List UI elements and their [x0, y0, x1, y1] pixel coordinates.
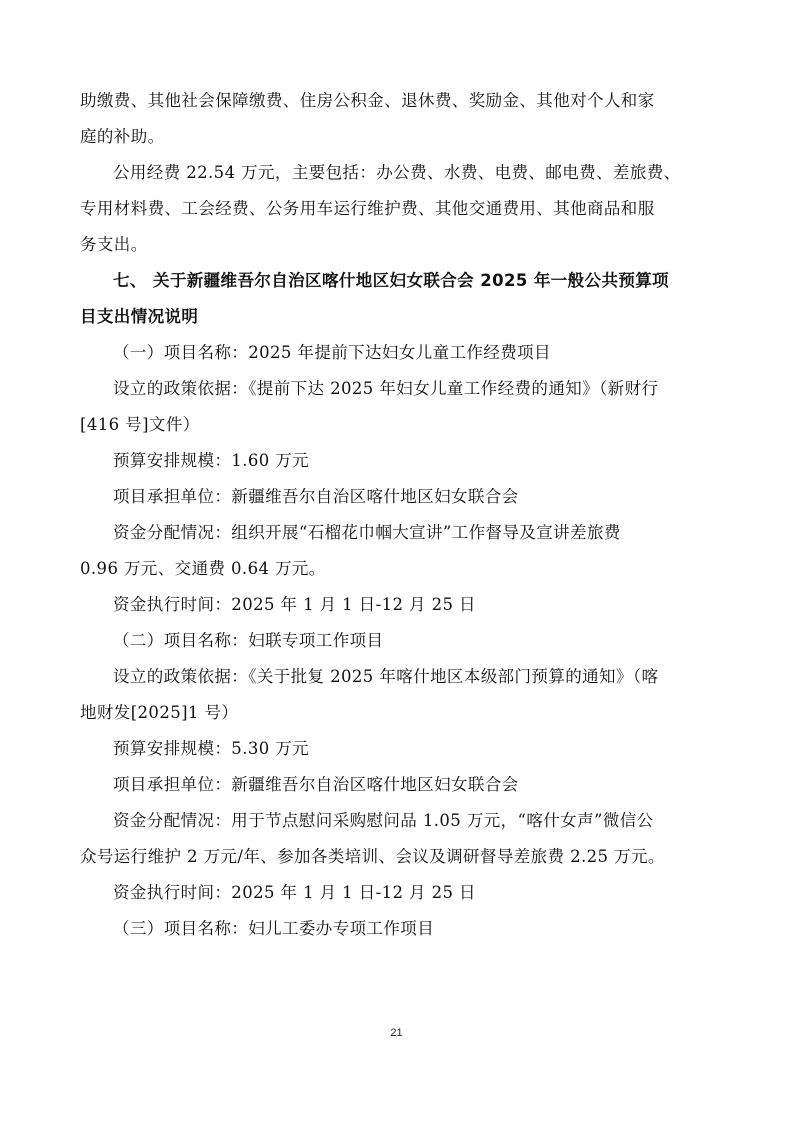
text-line: 设立的政策依据：《关于批复 2025 年喀什地区本级部门预算的通知》（喀 [113, 667, 659, 686]
text-line: 项目承担单位：新疆维吾尔自治区喀什地区妇女联合会 [113, 775, 519, 794]
text-line: 资金分配情况：组织开展“石榴花巾帼大宣讲”工作督导及宣讲差旅费 [113, 523, 621, 542]
text-line: [416 号]文件） [80, 415, 200, 434]
text-line: 地财发[2025]1 号） [80, 703, 239, 722]
text-line: 务支出。 [80, 235, 148, 254]
text-line: 公用经费 22.54 万元，主要包括：办公费、水费、电费、邮电费、差旅费、 [113, 163, 681, 182]
text-line: 设立的政策依据：《提前下达 2025 年妇女儿童工作经费的通知》（新财行 [113, 379, 659, 398]
text-line: 专用材料费、工会经费、公务用车运行维护费、其他交通费用、其他商品和服 [80, 199, 655, 218]
text-line: 0.96 万元、交通费 0.64 万元。 [80, 559, 326, 578]
text-line: 资金执行时间：2025 年 1 月 1 日-12 月 25 日 [113, 883, 476, 902]
text-line: 预算安排规模：5.30 万元 [113, 739, 310, 758]
project-title: （二）项目名称：妇联专项工作项目 [113, 631, 384, 650]
text-line: 项目承担单位：新疆维吾尔自治区喀什地区妇女联合会 [113, 487, 519, 506]
text-line: 资金执行时间：2025 年 1 月 1 日-12 月 25 日 [113, 595, 476, 614]
project-title: （三）项目名称：妇儿工委办专项工作项目 [113, 919, 435, 938]
text-line: 助缴费、其他社会保障缴费、住房公积金、退休费、奖励金、其他对个人和家 [80, 91, 655, 110]
text-line: 预算安排规模：1.60 万元 [113, 451, 310, 470]
section-heading-cont: 目支出情况说明 [80, 307, 199, 326]
text-line: 众号运行维护 2 万元/年、参加各类培训、会议及调研督导差旅费 2.25 万元。 [80, 847, 665, 866]
text-line: 庭的补助。 [80, 127, 165, 146]
section-heading: 七、 关于新疆维吾尔自治区喀什地区妇女联合会 2025 年一般公共预算项 [113, 271, 670, 290]
page-number: 21 [390, 1027, 403, 1039]
text-line: 资金分配情况：用于节点慰问采购慰问品 1.05 万元，“喀什女声”微信公 [113, 811, 654, 830]
project-title: （一）项目名称：2025 年提前下达妇女儿童工作经费项目 [113, 343, 551, 362]
